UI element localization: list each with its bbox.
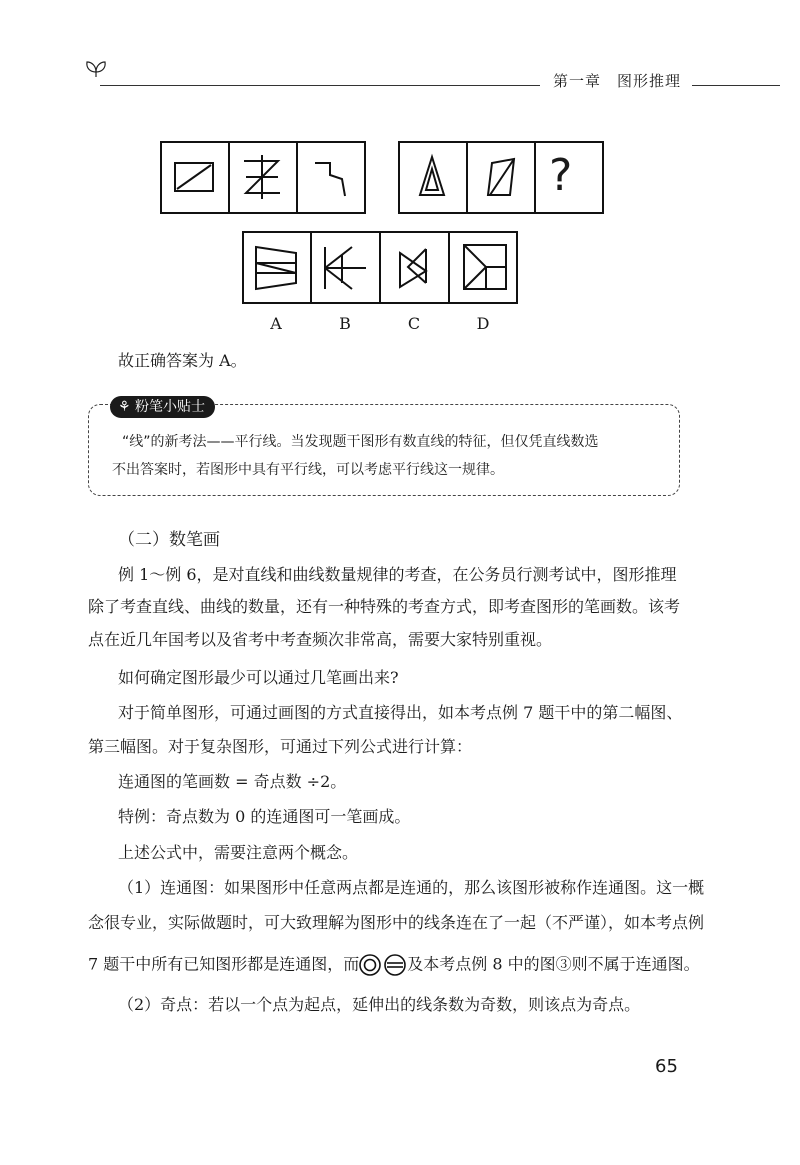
tip-title-badge [110, 396, 215, 418]
paragraph-7-line-2: 念很专业，实际做题时，可大致理解为图形中的线条连在了一起（不严谨），如本考点例 [88, 913, 705, 932]
chapter-title: 图形推理 [617, 72, 682, 90]
option-label-c: C [407, 314, 421, 333]
figure-nested-triangle [420, 157, 444, 195]
option-a-figure [256, 247, 296, 289]
running-header [553, 70, 681, 91]
option-d-figure [464, 245, 506, 289]
option-label-a: A [270, 314, 282, 333]
page-number: 65 [655, 1056, 678, 1077]
paragraph-7-line-3-end: 及本考点例 8 中的图③则不属于连通图。 [407, 954, 700, 974]
answer-statement: 故正确答案为 A。 [118, 351, 247, 370]
tip-line-2: 不出答案时，若图形中具有平行线，可以考虑平行线这一规律。 [112, 462, 504, 478]
question-mark: ? [549, 150, 573, 201]
sprout-icon: ⚘ [118, 399, 136, 415]
chapter-number: 第一章 [553, 72, 602, 90]
tip-line-1: “线”的新考法——平行线。当发现题干图形有数直线的特征，但仅凭直线数选 [122, 434, 599, 450]
option-label-b: B [339, 314, 351, 333]
tip-title: 粉笔小贴士 [135, 399, 206, 415]
section-title: （二）数笔画 [118, 530, 220, 550]
disconnected-figures-icon [359, 953, 407, 977]
options-figures [242, 231, 518, 304]
paragraph-3-line-2: 第三幅图。对于复杂图形，可通过下列公式进行计算： [88, 737, 473, 756]
paragraph-3-line-1: 对于简单图形，可通过画图的方式直接得出，如本考点例 7 题干中的第二幅图、 [118, 703, 683, 722]
paragraph-6: 上述公式中，需要注意两个概念。 [118, 843, 359, 862]
paragraph-7-line-3-start: 7 题干中所有已知图形都是连通图，而 [88, 954, 360, 974]
figure-hook [315, 163, 345, 196]
figure-z-crossed [244, 155, 280, 199]
option-label-d: D [476, 314, 490, 333]
paragraph-8: （2）奇点：若以一个点为起点，延伸出的线条数为奇数，则该点为奇点。 [118, 995, 641, 1014]
figure-trapezoid-diagonal [488, 159, 514, 195]
option-c-figure [400, 249, 426, 287]
paragraph-2: 如何确定图形最少可以通过几笔画出来? [118, 668, 399, 687]
formula-line: 连通图的笔画数 = 奇点数 ÷2。 [118, 772, 347, 791]
paragraph-1-line-2: 除了考查直线、曲线的数量，还有一种特殊的考查方式，即考查图形的笔画数。该考 [88, 597, 681, 616]
leaf-ornament-icon [84, 58, 108, 78]
paragraph-7-line-3 [88, 953, 708, 977]
header-rule-left [100, 85, 540, 86]
question-group-2-figures [398, 141, 604, 214]
header-rule-right [692, 85, 780, 86]
question-group-1-figures [160, 141, 366, 214]
paragraph-1-line-1: 例 1～例 6，是对直线和曲线数量规律的考查，在公务员行测考试中，图形推理 [118, 565, 677, 584]
paragraph-7-line-1: （1）连通图：如果图形中任意两点都是连通的，那么该图形被称作连通图。这一概 [118, 878, 705, 897]
figure-rect-diagonal [175, 163, 213, 191]
special-case-line: 特例：奇点数为 0 的连通图可一笔画成。 [118, 807, 411, 826]
option-b-figure [325, 247, 366, 289]
paragraph-1-line-3: 点在近几年国考以及省考中考查频次非常高，需要大家特别重视。 [88, 630, 553, 649]
